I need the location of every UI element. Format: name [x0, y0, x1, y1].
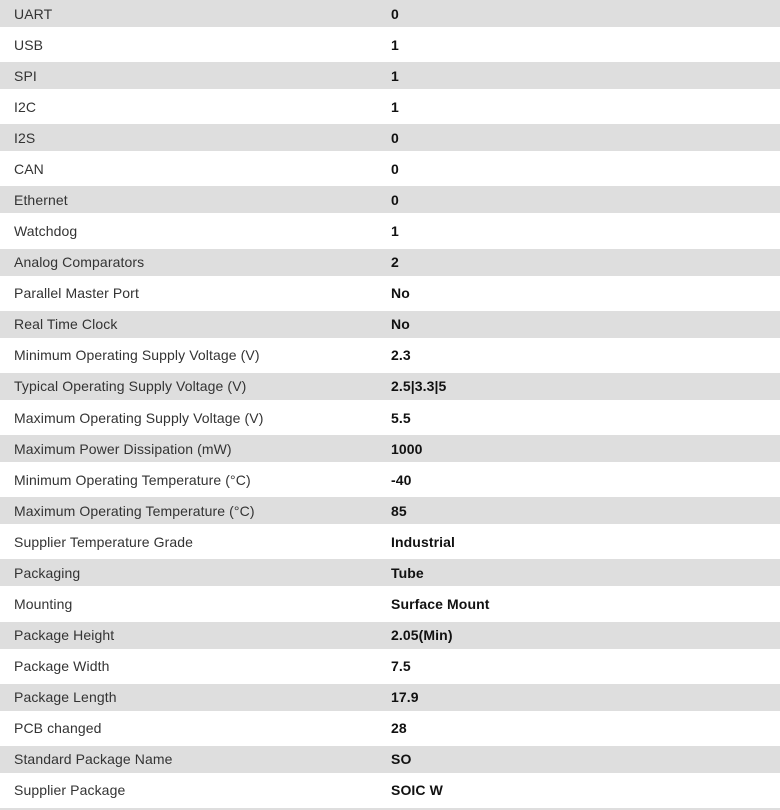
- spec-row: [0, 404, 780, 435]
- spec-row: [0, 155, 780, 186]
- spec-label: USB: [14, 36, 44, 53]
- spec-label: Ethernet: [14, 191, 68, 208]
- spec-label: UART: [14, 5, 53, 22]
- spec-value: 1: [391, 98, 399, 115]
- spec-row: [0, 715, 780, 746]
- spec-value: 0: [391, 129, 399, 146]
- spec-value: No: [391, 285, 410, 302]
- spec-value: 1: [391, 223, 399, 240]
- spec-value: 1: [391, 36, 399, 53]
- spec-value: 5.5: [391, 409, 411, 426]
- spec-label: Typical Operating Supply Voltage (V): [14, 378, 247, 395]
- spec-value: 17.9: [391, 689, 419, 706]
- spec-value: SO: [391, 751, 412, 768]
- spec-row: [0, 249, 780, 280]
- spec-row: [0, 466, 780, 497]
- spec-row: [0, 280, 780, 311]
- spec-value: Surface Mount: [391, 595, 490, 612]
- spec-row: [0, 342, 780, 373]
- spec-value: SOIC W: [391, 782, 443, 799]
- spec-value: Industrial: [391, 533, 456, 550]
- spec-row: [0, 528, 780, 559]
- spec-value: 2.5|3.3|5: [391, 378, 447, 395]
- spec-label: Maximum Operating Temperature (°C): [14, 502, 255, 519]
- spec-value: 28: [391, 720, 407, 737]
- spec-row: [0, 0, 780, 31]
- spec-label: Analog Comparators: [14, 254, 145, 271]
- spec-label: I2C: [14, 98, 37, 115]
- spec-label: Standard Package Name: [14, 751, 173, 768]
- spec-row: [0, 622, 780, 653]
- spec-row: [0, 93, 780, 124]
- spec-value: 0: [391, 5, 399, 22]
- spec-label: Mounting: [14, 595, 73, 612]
- spec-label: Package Width: [14, 658, 110, 675]
- spec-row: [0, 559, 780, 590]
- spec-label: I2S: [14, 129, 36, 146]
- spec-label: SPI: [14, 67, 37, 84]
- spec-row: [0, 31, 780, 62]
- spec-row: [0, 497, 780, 528]
- spec-value: No: [391, 316, 410, 333]
- spec-value: 7.5: [391, 658, 411, 675]
- spec-label: Supplier Temperature Grade: [14, 533, 193, 550]
- spec-value: 0: [391, 191, 399, 208]
- spec-row: [0, 373, 780, 404]
- spec-row: [0, 684, 780, 715]
- spec-value: 1000: [391, 440, 423, 457]
- spec-row: [0, 218, 780, 249]
- spec-label: CAN: [14, 160, 44, 177]
- spec-value: Tube: [391, 564, 424, 581]
- spec-row: [0, 186, 780, 217]
- spec-label: Minimum Operating Supply Voltage (V): [14, 347, 260, 364]
- spec-value: 2.05(Min): [391, 627, 453, 644]
- spec-row: [0, 746, 780, 777]
- spec-label: Parallel Master Port: [14, 285, 139, 302]
- spec-row: [0, 777, 780, 808]
- spec-value: 0: [391, 160, 399, 177]
- spec-value: 2.3: [391, 347, 411, 364]
- spec-label: Maximum Power Dissipation (mW): [14, 440, 232, 457]
- spec-value: 1: [391, 67, 399, 84]
- spec-label: Supplier Package: [14, 782, 126, 799]
- spec-label: Package Length: [14, 689, 117, 706]
- spec-label: Maximum Operating Supply Voltage (V): [14, 409, 264, 426]
- spec-value: 2: [391, 254, 399, 271]
- spec-row: [0, 590, 780, 621]
- spec-label: Real Time Clock: [14, 316, 118, 333]
- spec-label: Minimum Operating Temperature (°C): [14, 471, 251, 488]
- spec-label: Package Height: [14, 627, 115, 644]
- spec-row: [0, 124, 780, 155]
- spec-row: [0, 435, 780, 466]
- spec-row: [0, 62, 780, 93]
- spec-value: 85: [391, 502, 407, 519]
- spec-row: [0, 311, 780, 342]
- spec-value: -40: [391, 471, 412, 488]
- spec-label: PCB changed: [14, 720, 102, 737]
- spec-row: [0, 653, 780, 684]
- spec-label: Packaging: [14, 564, 81, 581]
- spec-label: Watchdog: [14, 223, 78, 240]
